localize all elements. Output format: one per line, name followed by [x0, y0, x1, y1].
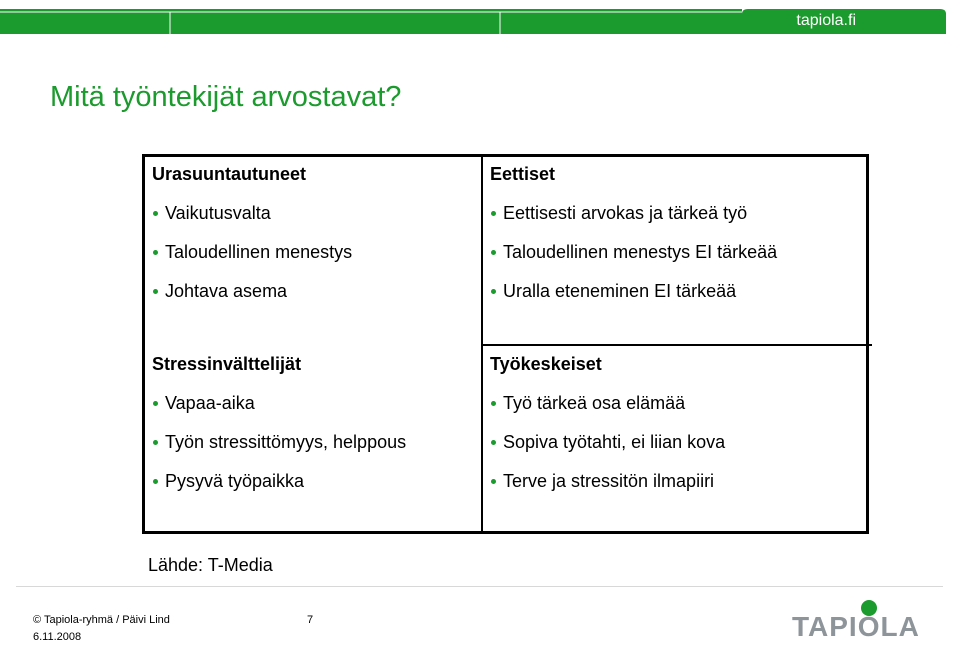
quadrant-ethical [490, 163, 777, 302]
bullet-icon [153, 401, 158, 406]
bullet-icon [153, 289, 158, 294]
list-item: Terve ja stressitön ilmapiiri [490, 470, 725, 492]
list-item: Eettisesti arvokas ja tärkeä työ [490, 202, 777, 224]
logo-text: TAPIOLA [792, 611, 920, 642]
bullet-icon [153, 250, 158, 255]
bullet-icon [491, 401, 496, 406]
bullet-icon [491, 250, 496, 255]
list-item: Vaikutusvalta [152, 202, 352, 224]
list-item: Vapaa-aika [152, 392, 406, 414]
bullet-icon [491, 440, 496, 445]
tapiola-logo [792, 600, 948, 642]
list-item: Työ tärkeä osa elämää [490, 392, 725, 414]
source-note: Lähde: T-Media [148, 555, 273, 575]
bullet-icon [491, 289, 496, 294]
quadrant-heading: Stressinvälttelijät [152, 354, 302, 374]
quadrant-work-centered [490, 353, 725, 492]
list-item: Pysyvä työpaikka [152, 470, 406, 492]
bullet-icon [153, 479, 158, 484]
list-item: Taloudellinen menestys EI tärkeää [490, 241, 777, 263]
list-item: Sopiva työtahti, ei liian kova [490, 431, 725, 453]
quadrant-heading: Työkeskeiset [490, 354, 602, 374]
list-item: Uralla eteneminen EI tärkeää [490, 280, 777, 302]
values-grid [142, 154, 869, 534]
bullet-icon [153, 211, 158, 216]
list-item: Työn stressittömyys, helppous [152, 431, 406, 453]
header-bar [0, 0, 960, 34]
quadrant-heading: Eettiset [490, 164, 556, 184]
slide-title: Mitä työntekijät arvostavat? [50, 81, 402, 113]
page-number: 7 [307, 614, 314, 626]
bullet-icon [491, 479, 496, 484]
footer-copyright: © Tapiola-ryhmä / Päivi Lind [33, 614, 170, 626]
bullet-icon [153, 440, 158, 445]
footer-date: 6.11.2008 [33, 631, 82, 643]
quadrant-stress-avoiders [152, 353, 406, 492]
list-item: Taloudellinen menestys [152, 241, 352, 263]
quadrant-heading: Urasuuntautuneet [152, 164, 307, 184]
bullet-icon [491, 211, 496, 216]
list-item: Johtava asema [152, 280, 352, 302]
footer-divider [16, 586, 943, 587]
tapiola-link[interactable]: tapiola.fi [796, 12, 856, 29]
grid-divider-horizontal [481, 344, 872, 346]
quadrant-career [152, 163, 352, 302]
